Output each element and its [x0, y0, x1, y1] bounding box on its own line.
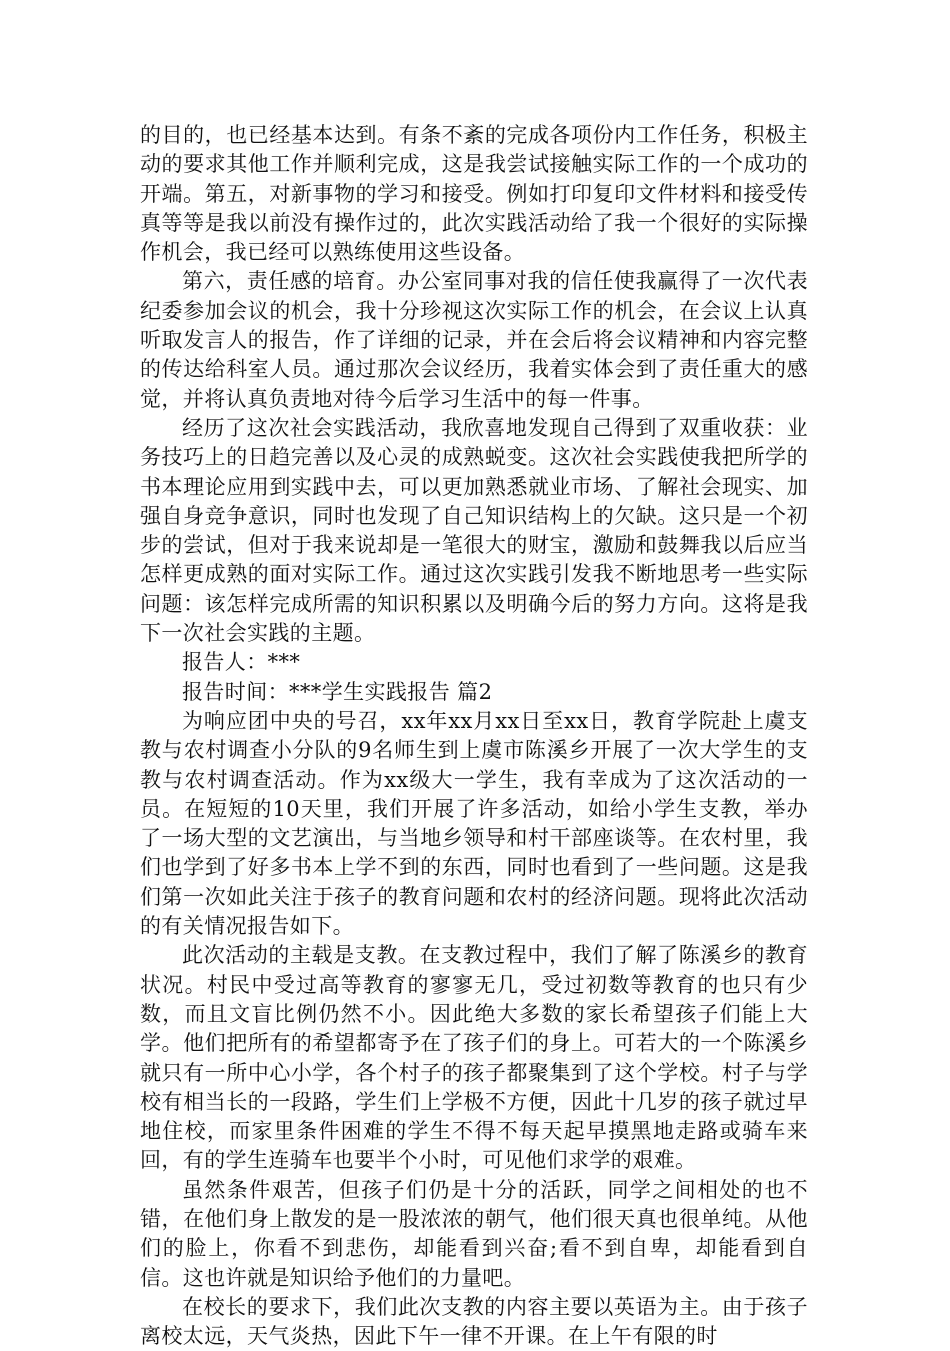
paragraph-conclusion-part-5: 的目的，也已经基本达到。有条不紊的完成各项份内工作任务，积极主动的要求其他工作并顺利完成，这是我尝试接触实际工作的一个成功的开端。第五，对新事物的学习和接受。例如打印复印文件材料和接受传真等等是我以前没有操作过的，此次实践活动给了我一个很好的实际操作机会，我已经可以熟练使用这些设备。	[140, 123, 808, 265]
paragraph-teaching: 此次活动的主载是支教。在支教过程中，我们了解了陈溪乡的教育状况。村民中受过高等教育的寥寥无几，受过初数等教育的也只有少数，而且文盲比例仍然不小。因此绝大多数的家长希望孩子们能上大学。他们把所有的希望都寄予在了孩子们的身上。可若大的一个陈溪乡就只有一所中心小学，各个村子的孩子都聚集到了这个学校。村子与学校有相当长的一段路，学生们上学极不方便，因此十几岁的孩子就过早地住校，而家里条件困难的学生不得不每天起早摸黑地走路或骑车来回，有的学生连骑车也要半个小时，可见他们求学的艰难。	[140, 943, 808, 1173]
paragraph-summary: 经历了这次社会实践活动，我欣喜地发现自己得到了双重收获：业务技巧上的日趋完善以及心灵的成熟蜕变。这次社会实践使我把所学的书本理论应用到实践中去，可以更加熟悉就业市场、了解社会现实、加强自身竞争意识，同时也发现了自己知识结构上的欠缺。这只是一个初步的尝试，但对于我来说却是一笔很大的财宝，激励和鼓舞我以后应当怎样更成熟的面对实际工作。通过这次实践引发我不断地思考一些实际问题：该怎样完成所需的知识积累以及明确今后的努力方向。这将是我下一次社会实践的主题。	[140, 415, 808, 646]
paragraph-children: 虽然条件艰苦，但孩子们仍是十分的活跃，同学之间相处的也不错，在他们身上散发的是一股浓浓的朝气，他们很天真也很单纯。从他们的脸上，你看不到悲伤，却能看到兴奋;看不到自卑，却能看到自信。这也许就是知识给予他们的力量吧。	[140, 1177, 808, 1290]
paragraph-report2-intro: 为响应团中央的号召，xx年xx月xx日至xx日，教育学院赴上虞支教与农村调查小分队的9名师生到上虞市陈溪乡开展了一次大学生的支教与农村调查活动。作为xx级大一学生，我有幸成为了这次活动的一员。在短短的10天里，我们开展了许多活动，如给小学生支教，举办了一场大型的文艺演出，与当地乡领导和村干部座谈等。在农村里，我们也学到了好多书本上学不到的东西，同时也看到了一些问题。这是我们第一次如此关注于孩子的教育问题和农村的经济问题。现将此次活动的有关情况报告如下。	[140, 708, 808, 939]
paragraph-english-teaching: 在校长的要求下，我们此次支教的内容主要以英语为主。由于孩子离校太远，天气炎热，因此下午一律不开课。在上午有限的时	[140, 1294, 808, 1349]
document-page	[140, 121, 808, 1351]
report-time-line: 报告时间：***学生实践报告 篇2	[182, 679, 493, 704]
paragraph-responsibility: 第六，责任感的培育。办公室同事对我的信任使我赢得了一次代表纪委参加会议的机会，我十分珍视这次实际工作的机会，在会议上认真听取发言人的报告，作了详细的记录，并在会后将会议精神和内容完整的传达给科室人员。通过那次会议经历，我着实体会到了责任重大的感觉，并将认真负责地对待今后学习生活中的每一件事。	[140, 269, 808, 411]
reporter-line: 报告人：***	[182, 650, 301, 675]
